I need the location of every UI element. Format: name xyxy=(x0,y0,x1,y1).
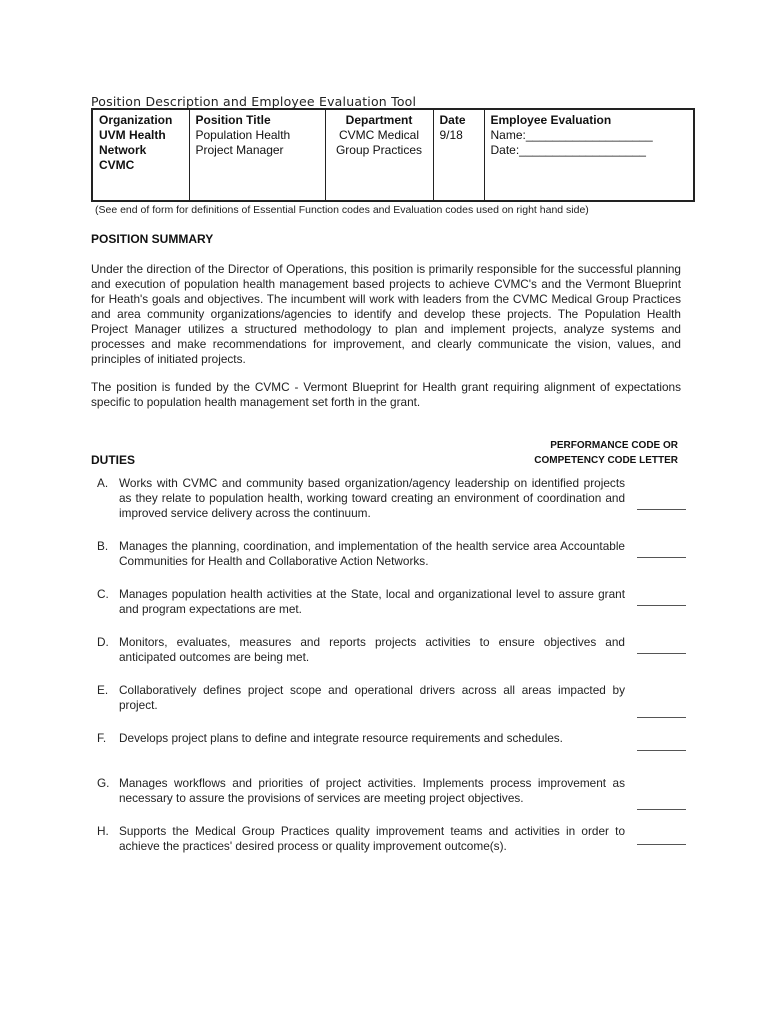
department-label: Department xyxy=(345,113,413,127)
codes-footnote: (See end of form for definitions of Essential Function codes and Evaluation codes used on right hand side) xyxy=(95,204,589,216)
performance-code-header xyxy=(534,438,678,468)
duty-f-code-field[interactable] xyxy=(637,750,686,751)
document-title: Position Description and Employee Evaluation Tool xyxy=(91,94,417,109)
duty-item-a xyxy=(97,476,625,521)
duty-c-code-field[interactable] xyxy=(637,605,686,606)
position-title-line-2: Project Manager xyxy=(195,143,284,157)
organization-line-2: Network xyxy=(99,143,147,157)
position-header-table xyxy=(91,108,695,202)
department-line-2: Group Practices xyxy=(335,143,423,157)
duty-letter: A. xyxy=(97,476,109,490)
employee-evaluation-cell xyxy=(484,109,694,201)
organization-label: Organization xyxy=(99,113,173,127)
organization-line-1: UVM Health xyxy=(99,128,166,142)
performance-code-header-line-2: COMPETENCY CODE LETTER xyxy=(534,455,678,466)
duty-b-code-field[interactable] xyxy=(637,557,686,558)
department-line-1: CVMC Medical xyxy=(338,128,419,142)
position-summary-paragraph-2: The position is funded by the CVMC - Vermont Blueprint for Health grant requiring alignment of expectations specific to population health management set forth in the grant. xyxy=(91,380,681,409)
position-title-line-1: Population Health xyxy=(195,128,291,142)
department-cell xyxy=(325,109,433,201)
evaluation-name-field[interactable]: Name:___________________ xyxy=(490,128,653,142)
duty-text: Manages the planning, coordination, and implementation of the health service area Accountable Communities for Health and Collaborative Action Networks. xyxy=(119,539,625,568)
position-title-cell xyxy=(189,109,325,201)
duty-letter: B. xyxy=(97,539,109,553)
organization-cell xyxy=(92,109,189,201)
organization-line-3: CVMC xyxy=(99,158,135,172)
duty-letter: C. xyxy=(97,587,109,601)
duty-letter: H. xyxy=(97,824,109,838)
duty-text: Works with CVMC and community based organization/agency leadership on identified projects as they relate to population health, working toward creating an environment of coordination and improved service delivery across the continuum. xyxy=(119,476,625,520)
duty-item-e xyxy=(97,683,625,713)
duty-d-code-field[interactable] xyxy=(637,653,686,654)
date-value: 9/18 xyxy=(439,128,463,142)
duty-text: Manages population health activities at the State, local and organizational level to assure grant and program expectations are met. xyxy=(119,587,625,616)
duty-text: Develops project plans to define and integrate resource requirements and schedules. xyxy=(119,731,563,745)
duty-e-code-field[interactable] xyxy=(637,717,686,718)
duties-heading: DUTIES xyxy=(91,453,136,467)
duty-item-f xyxy=(97,731,625,746)
duty-text: Manages workflows and priorities of project activities. Implements process improvement as necessary to assure the provisions of services are meeting project objectives. xyxy=(119,776,625,805)
duty-text: Supports the Medical Group Practices quality improvement teams and activities in order to achieve the practices' desired process or quality improvement outcome(s). xyxy=(119,824,625,853)
duty-text: Collaboratively defines project scope and operational drivers across all areas impacted by project. xyxy=(119,683,625,712)
position-summary-heading: POSITION SUMMARY xyxy=(91,232,214,246)
duty-letter: D. xyxy=(97,635,109,649)
date-cell xyxy=(433,109,484,201)
duty-text: Monitors, evaluates, measures and reports projects activities to ensure objectives and anticipated outcomes are being met. xyxy=(119,635,625,664)
performance-code-header-line-1: PERFORMANCE CODE OR xyxy=(550,440,678,451)
duty-a-code-field[interactable] xyxy=(637,509,686,510)
duty-g-code-field[interactable] xyxy=(637,809,686,810)
duty-item-d xyxy=(97,635,625,665)
duty-item-h xyxy=(97,824,625,854)
duty-h-code-field[interactable] xyxy=(637,844,686,845)
duty-letter: F. xyxy=(97,731,107,745)
employee-evaluation-label: Employee Evaluation xyxy=(490,113,612,127)
duty-item-c xyxy=(97,587,625,617)
date-label: Date xyxy=(439,113,466,127)
duty-letter: G. xyxy=(97,776,110,790)
evaluation-date-field[interactable]: Date:___________________ xyxy=(490,143,646,157)
position-title-label: Position Title xyxy=(195,113,271,127)
duty-item-b xyxy=(97,539,625,569)
duty-item-g xyxy=(97,776,625,806)
duty-letter: E. xyxy=(97,683,109,697)
position-summary-paragraph-1: Under the direction of the Director of Operations, this position is primarily responsible for the successful planning and execution of population health management based projects to achieve CVMC's and the Vermont Blueprint for Heath's goals and objectives. The incumbent will work with leaders from the CVMC Medical Group Practices and area community organizations/agencies to identify and develop these projects. The Population Health Project Manager utilizes a structured methodology to plan and implement projects, analyze systems and processes and make recommendations for improvement, and clearly communicate the vision, values, and principles of initiated projects. xyxy=(91,262,681,366)
